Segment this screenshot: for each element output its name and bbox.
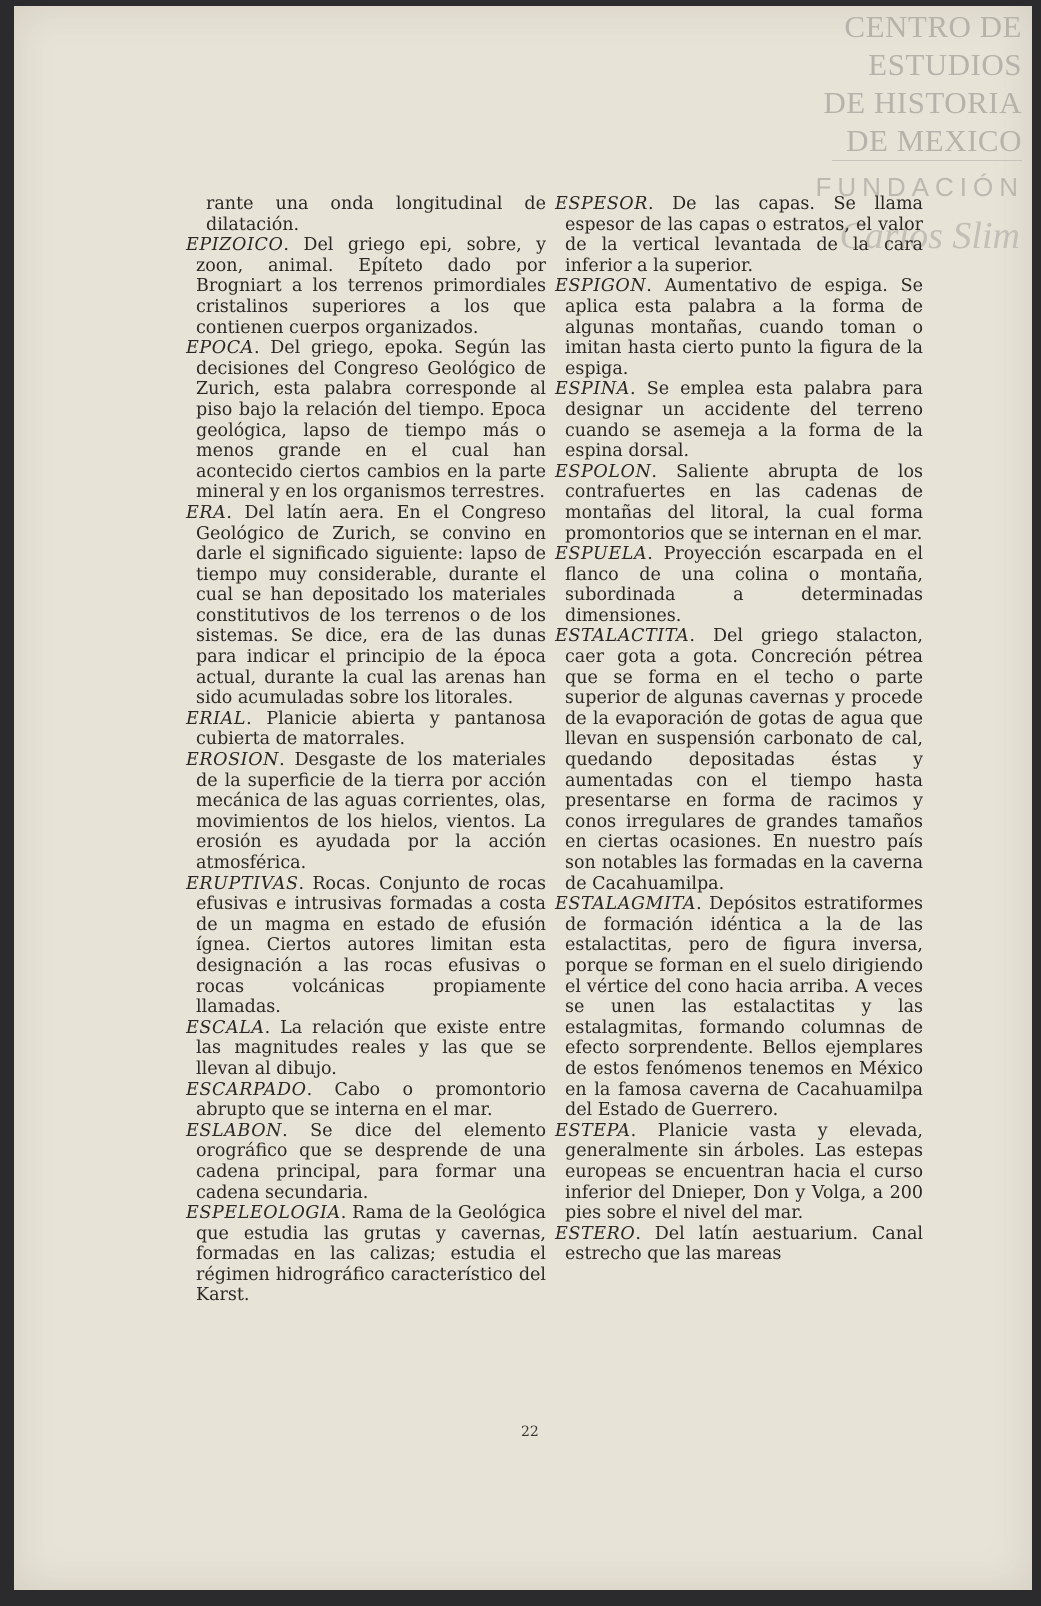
glossary-term: ERUPTIVAS — [186, 873, 299, 894]
glossary-entry — [555, 276, 923, 379]
watermark-line: DE HISTORIA — [823, 85, 1022, 120]
right-entries — [555, 194, 923, 1265]
glossary-term: ESCALA — [186, 1017, 265, 1038]
left-column — [186, 194, 546, 1306]
glossary-entry — [186, 235, 546, 338]
glossary-definition: . Depósitos estratiformes de formación idéntica a la de las estalactitas, pero de figura inversa, porque se forman en el suelo dirigiendo el vértice del cono hacia arriba. A veces se unen las estalactitas y las estalagmitas, formando columnas de efecto sorprendente. Bellos ejemplares de estos fenómenos tenemos en México en la famosa caverna de Cacahuamilpa del Estado de Guerrero. — [565, 894, 923, 1121]
document-page — [14, 6, 1032, 1590]
glossary-definition: . Proyección escarpada en el flanco de una colina o montaña, subordinada a determinadas dimensiones. — [565, 544, 923, 626]
glossary-definition: . Se dice del elemento orográfico que se desprende de una cadena principal, para formar una cadena secundaria. — [196, 1120, 546, 1203]
glossary-entry — [555, 1121, 923, 1224]
glossary-entry — [186, 750, 546, 874]
glossary-term: ESTALACTITA — [555, 626, 690, 647]
glossary-entry — [555, 544, 923, 626]
watermark-fundacion: FUNDACIÓN — [815, 172, 1024, 202]
glossary-definition: . Del latín aestuarium. Canal estrecho que las mareas — [565, 1223, 923, 1265]
glossary-definition: . Planicie abierta y pantanosa cubierta de matorrales. — [196, 708, 546, 750]
glossary-definition: . Rocas. Conjunto de rocas efusivas e intrusivas formadas a costa de un magma en estado de efusión ígnea. Ciertos autores limitan esta designación a las rocas efusivas o rocas volcánicas propiamente llamadas. — [196, 873, 546, 1018]
glossary-term: ESPINA — [555, 379, 631, 400]
glossary-term: ESTEPA — [555, 1120, 631, 1141]
glossary-entry — [186, 1018, 546, 1080]
glossary-term: ESPUELA — [555, 544, 648, 565]
glossary-term: ESPELEOLOGIA — [186, 1203, 341, 1224]
watermark-signature: Carlos Slim — [839, 215, 1020, 257]
glossary-definition: . De las capas. Se llama espesor de las capas o estratos, el valor de la vertical levantada de la cara inferior a la superior. — [565, 194, 923, 276]
glossary-entry — [186, 1121, 546, 1203]
glossary-entry — [555, 379, 923, 461]
glossary-definition: . Del griego, epoka. Según las decisiones del Congreso Geológico de Zurich, esta palabra corresponde al piso bajo la relación del tiempo. Epoca geológica, lapso de tiempo más o menos grande en el cual han acontecido ciertos cambios en la parte mineral y en los organismos terrestres. — [196, 338, 546, 503]
glossary-term: EPIZOICO — [186, 235, 284, 256]
watermark-line: CENTRO DE — [844, 9, 1022, 44]
glossary-term: ERIAL — [186, 708, 247, 729]
right-column — [555, 194, 923, 1265]
glossary-entry — [186, 338, 546, 503]
glossary-definition: . Planicie vasta y elevada, generalmente sin árboles. Las estepas europeas se encuentran hacia el curso inferior del Dnieper, Don y Volga, a 200 pies sobre el nivel del mar. — [565, 1120, 923, 1224]
glossary-term: ESLABON — [186, 1120, 283, 1141]
glossary-definition: . Aumentativo de espiga. Se aplica esta palabra a la forma de algunas montañas, cuando toman o imitan hasta cierto punto la figura de la espiga. — [565, 276, 923, 379]
glossary-entry — [186, 503, 546, 709]
glossary-entry — [555, 194, 923, 276]
glossary-term: ESPIGON — [555, 276, 647, 297]
glossary-definition: . Desgaste de los materiales de la superficie de la tierra por acción mecánica de las aguas corrientes, olas, movimientos de los hielos, vientos. La erosión es ayudada por la acción atmosférica. — [196, 750, 546, 873]
glossary-entry — [555, 626, 923, 894]
glossary-definition: . Cabo o promontorio abrupto que se interna en el mar. — [196, 1079, 546, 1121]
glossary-term: EROSION — [186, 750, 280, 771]
glossary-definition: . Del latín aera. En el Congreso Geológico de Zurich, se convino en darle el significado siguiente: lapso de tiempo muy considerable, durante el cual se han depositado los materiales constitutivos de los terrenos o de los sistemas. Se dice, era de las dunas para indicar el principio de la época actual, durante la cual las arenas han sido acumuladas sobre los litorales. — [196, 502, 546, 709]
watermark-divider — [832, 160, 1022, 161]
glossary-definition: . Rama de la Geológica que estudia las grutas y cavernas, formadas en las calizas; estudia el régimen hidrográfico característico del Karst. — [196, 1203, 546, 1306]
glossary-term: ERA — [186, 502, 227, 523]
glossary-definition: . Se emplea esta palabra para designar un accidente del terreno cuando se asemeja a la forma de la espina dorsal. — [565, 379, 923, 462]
watermark-line: ESTUDIOS — [868, 47, 1022, 82]
glossary-term: ESPESOR — [555, 194, 649, 214]
glossary-term: EPOCA — [186, 338, 254, 359]
glossary-entry — [555, 462, 923, 544]
glossary-definition: . Saliente abrupta de los contrafuertes en las cadenas de montañas del litoral, la cual forma promontorios que se internan en el mar. — [565, 461, 923, 544]
glossary-definition: . Del griego stalacton, caer gota a gota. Concreción pétrea que se forma en el techo o parte superior de algunas cavernas y procede de la evaporación de gotas de agua que llevan en suspensión carbonato de cal, quedando depositadas éstas y aumentadas con el tiempo hasta presentarse en forma de racimos y conos irregulares de grandes tamaños en ciertas ocasiones. En nuestro país son notables las formadas en la caverna de Cacahuamilpa. — [565, 626, 923, 894]
glossary-term: ESPOLON — [555, 461, 652, 482]
left-entries — [186, 235, 546, 1306]
glossary-entry — [555, 894, 923, 1121]
glossary-definition: . La relación que existe entre las magnitudes reales y las que se llevan al dibujo. — [196, 1017, 546, 1079]
glossary-entry — [186, 709, 546, 750]
glossary-entry — [555, 1224, 923, 1265]
glossary-entry — [186, 1080, 546, 1121]
page-number: 22 — [521, 1424, 539, 1440]
glossary-entry — [186, 1203, 546, 1306]
glossary-term: ESCARPADO — [186, 1079, 307, 1100]
continued-entry-text: rante una onda longitudinal de dilatación. — [206, 194, 546, 235]
glossary-definition: . Del griego epi, sobre, y zoon, animal. Epíteto dado por Brogniart a los terrenos primordiales cristalinos superiores a los que contienen cuerpos organizados. — [196, 235, 546, 338]
glossary-entry — [186, 874, 546, 1018]
glossary-term: ESTERO — [555, 1223, 636, 1244]
archive-watermark — [823, 8, 1022, 160]
watermark-line: DE MEXICO — [846, 123, 1022, 158]
glossary-term: ESTALAGMITA — [555, 894, 697, 915]
